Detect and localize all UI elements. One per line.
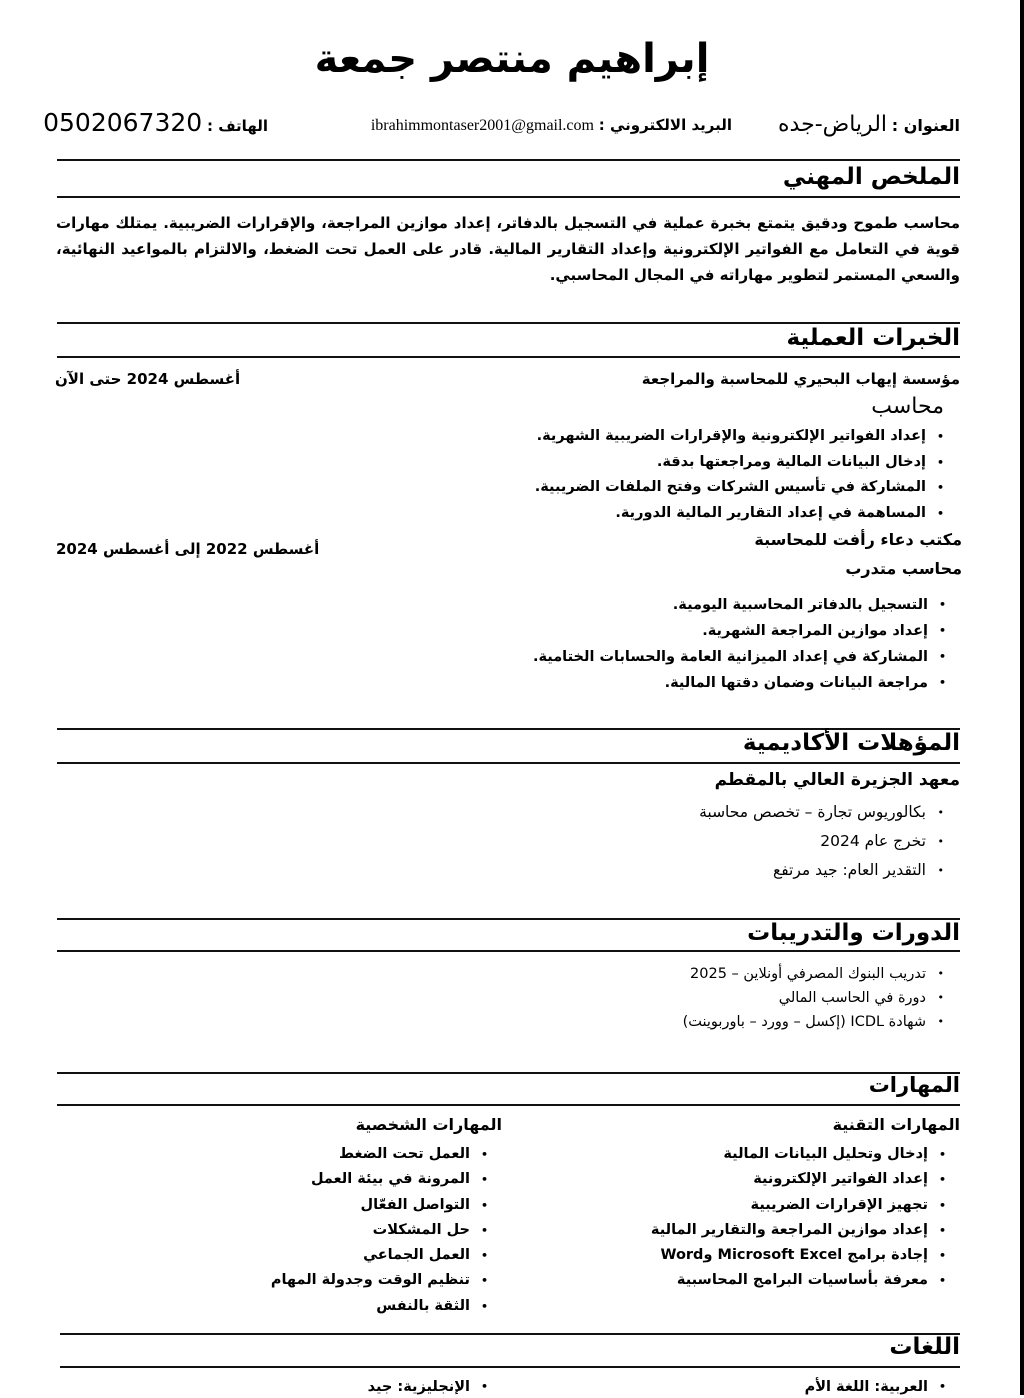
divider — [57, 196, 960, 198]
skill-item: • إعداد الفواتير الإلكترونية — [651, 1167, 946, 1192]
email-value: ibrahimmontaser2001@gmail.com — [370, 117, 594, 134]
education-item: • التقدير العام: جيد مرتفع — [699, 856, 944, 885]
task-item: • إعداد الفواتير الإلكترونية والإقرارات الضريبية الشهرية. — [535, 424, 944, 450]
skill-item: • التواصل الفعّال — [271, 1193, 488, 1218]
divider — [57, 1104, 960, 1106]
job-role: محاسب متدرب — [845, 559, 962, 578]
divider — [57, 950, 960, 952]
section-title-courses: الدورات والتدريبات — [747, 920, 960, 946]
skill-item: • العمل الجماعي — [271, 1243, 488, 1268]
divider — [57, 762, 960, 764]
phone-value: 0502067320 — [43, 108, 203, 137]
skill-item: • الثقة بالنفس — [271, 1294, 488, 1319]
task-item: • المشاركة في تأسيس الشركات وفتح الملفات الضريبية. — [535, 475, 944, 501]
phone-line — [43, 108, 268, 137]
personal-skills-list — [271, 1142, 488, 1319]
personal-skills-title: المهارات الشخصية — [355, 1115, 502, 1134]
summary-text: محاسب طموح ودقيق يتمتع بخبرة عملية في التسجيل بالدفاتر، إعداد موازين المراجعة، والإقرارات الضريبية. يمتلك مهارات قوية في التعامل مع الفواتير الإلكترونية وإعداد التقارير المالية. قادر على العمل تحت الضغط، والالتزام بالمواعيد النهائية، والسعي المستمر لتطوير مهاراته في المجال المحاسبي. — [56, 214, 960, 284]
task-item: • التسجيل بالدفاتر المحاسبية اليومية. — [533, 592, 946, 618]
address-label: العنوان : — [891, 116, 960, 135]
email-line — [371, 116, 732, 135]
job-period: أغسطس 2022 إلى أغسطس 2024 — [56, 540, 320, 558]
address-line — [778, 112, 960, 137]
address-value: الرياض-جده — [778, 112, 888, 137]
task-item: • إدخال البيانات المالية ومراجعتها بدقة. — [535, 450, 944, 476]
phone-label: الهاتف : — [206, 117, 268, 135]
job-company: مكتب دعاء رأفت للمحاسبة — [754, 530, 962, 549]
technical-skills-title: المهارات التقنية — [832, 1115, 960, 1134]
task-item: • مراجعة البيانات وضمان دقتها المالية. — [533, 670, 946, 696]
course-item: • دورة في الحاسب المالي — [683, 986, 944, 1010]
divider — [57, 1072, 960, 1074]
skill-item: • إدخال وتحليل البيانات المالية — [651, 1142, 946, 1167]
job-role: محاسب — [871, 394, 944, 419]
skill-item: • العمل تحت الضغط — [271, 1142, 488, 1167]
skill-item: • إجادة برامج Microsoft Excel وWord — [651, 1243, 946, 1268]
job-tasks — [535, 424, 944, 526]
education-institution: معهد الجزيرة العالي بالمقطم — [714, 770, 960, 790]
job-tasks — [533, 592, 946, 696]
task-item: • المساهمة في إعداد التقارير المالية الدورية. — [535, 501, 944, 527]
divider — [60, 1333, 960, 1335]
skill-item: • حل المشكلات — [271, 1218, 488, 1243]
section-title-summary: الملخص المهني — [782, 164, 960, 190]
technical-skills-list — [651, 1142, 946, 1294]
language-item: • الإنجليزية: جيد — [368, 1376, 488, 1398]
candidate-name: إبراهيم منتصر جمعة — [314, 36, 710, 82]
education-item: • بكالوريوس تجارة – تخصص محاسبة — [699, 798, 944, 827]
section-title-languages: اللغات — [889, 1334, 960, 1360]
page-edge — [1020, 0, 1024, 1395]
course-item: • شهادة ICDL (إكسل – وورد – باوربوينت) — [683, 1010, 944, 1034]
divider — [57, 356, 960, 358]
skill-item: • معرفة بأساسيات البرامج المحاسبية — [651, 1268, 946, 1293]
divider — [57, 159, 960, 161]
education-list — [699, 798, 944, 885]
skill-item: • تنظيم الوقت وجدولة المهام — [271, 1268, 488, 1293]
language-item: • العربية: اللغة الأم — [805, 1376, 946, 1398]
section-title-education: المؤهلات الأكاديمية — [742, 730, 960, 756]
section-title-skills: المهارات — [868, 1073, 960, 1097]
skill-item: • تجهيز الإقرارات الضريبية — [651, 1193, 946, 1218]
skill-item: • المرونة في بيئة العمل — [271, 1167, 488, 1192]
task-item: • إعداد موازين المراجعة الشهرية. — [533, 618, 946, 644]
course-item: • تدريب البنوك المصرفي أونلاين – 2025 — [683, 962, 944, 986]
job-company: مؤسسة إيهاب البحيري للمحاسبة والمراجعة — [641, 370, 960, 388]
divider — [60, 1366, 960, 1368]
section-title-experience: الخبرات العملية — [786, 325, 960, 351]
task-item: • المشاركة في إعداد الميزانية العامة والحسابات الختامية. — [533, 644, 946, 670]
email-label: البريد الالكتروني : — [598, 116, 732, 134]
courses-list — [683, 962, 944, 1034]
job-period: أغسطس 2024 حتى الآن — [55, 370, 241, 388]
divider — [57, 322, 960, 324]
education-item: • تخرج عام 2024 — [699, 827, 944, 856]
skill-item: • إعداد موازين المراجعة والتقارير المالية — [651, 1218, 946, 1243]
